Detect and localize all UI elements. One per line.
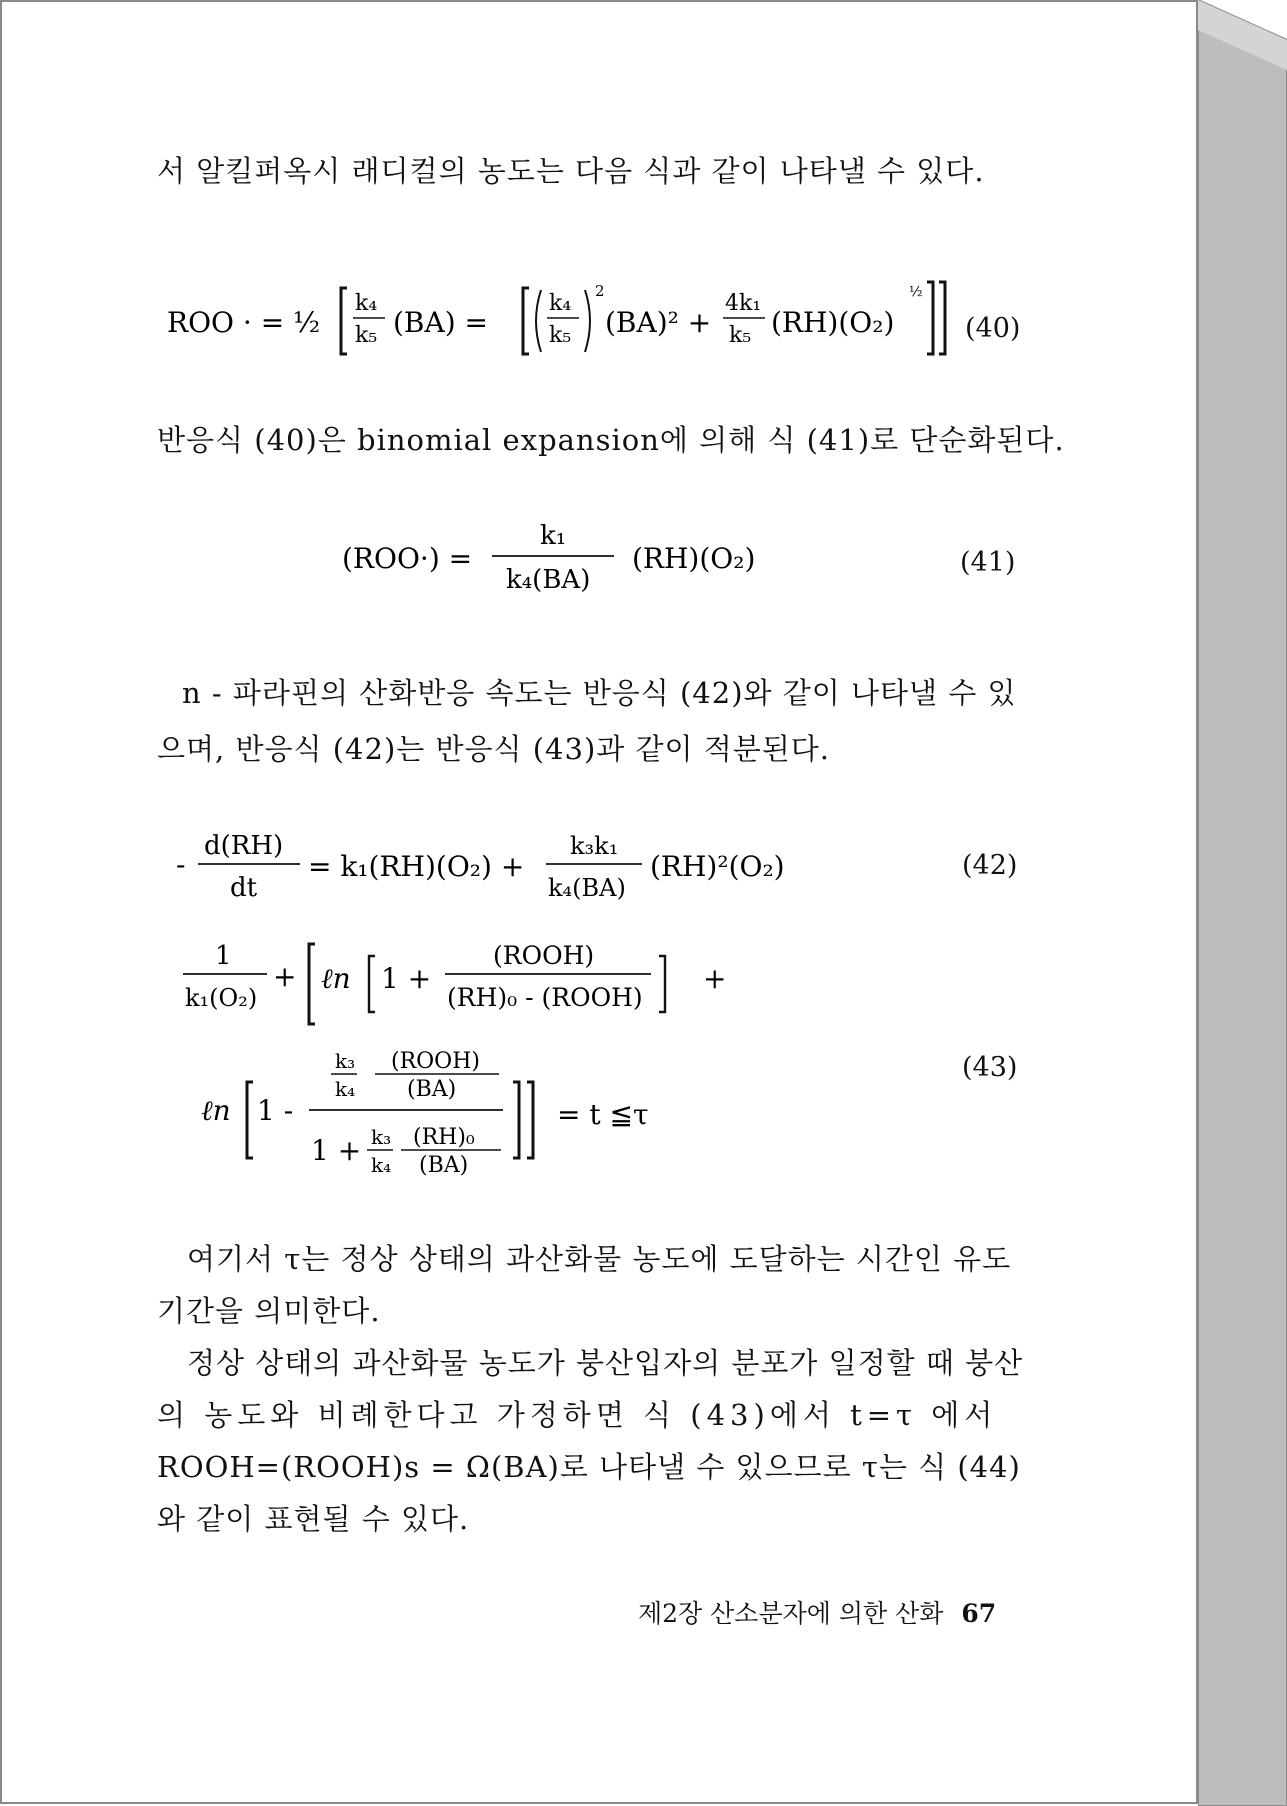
eq40-frac3-num: 4k₁ [725, 291, 762, 316]
eq43-plus: + [273, 960, 297, 993]
eq42-rhs: (RH)²(O₂) [650, 850, 785, 883]
paragraph-line: 여기서 τ는 정상 상태의 과산화물 농도에 도달하는 시간인 유도 [187, 1242, 1012, 1276]
eq41-den: k₄(BA) [506, 565, 591, 595]
eq43-rooh: (ROOH) [493, 941, 595, 970]
eq41-rhs: (RH)(O₂) [632, 542, 756, 575]
equation-40 [157, 274, 1027, 364]
eq40-exp-square: 2 [595, 282, 605, 300]
eq43-plus-end: + [703, 962, 727, 995]
eq43-ln2: ℓn [201, 1094, 231, 1127]
eq43-result: = t ≦τ [557, 1098, 649, 1131]
equation-43-line-2 [197, 1044, 697, 1194]
eq41-num: k₁ [540, 521, 567, 551]
paragraph-line: 기간을 의미한다. [157, 1294, 381, 1328]
eq43-ba-low: (BA) [419, 1153, 469, 1178]
eq40-frac1-den: k₅ [355, 323, 378, 348]
paragraph-line: 으며, 반응식 (42)는 반응식 (43)과 같이 적분된다. [157, 732, 831, 766]
eq40-ba: (BA) = [393, 306, 489, 339]
eq43-ba: (BA) [407, 1077, 457, 1102]
eq42-num2: k₃k₁ [570, 832, 619, 860]
eq40-lhs: ROO · = ½ [167, 306, 321, 339]
eq43-rh0: (RH)₀ [413, 1125, 475, 1150]
eq43-rooh2: (ROOH) [391, 1049, 480, 1074]
equation-number-40: (40) [965, 313, 1021, 344]
eq40-frac1-num: k₄ [355, 291, 378, 316]
eq43-k3-low: k₃ [371, 1125, 392, 1149]
eq43-k3: k₃ [335, 1049, 356, 1073]
eq42-minus: - [176, 848, 186, 881]
eq42-den: dt [230, 873, 258, 903]
eq43-k4-low: k₄ [371, 1153, 392, 1177]
eq40-exp-half: ½ [909, 284, 923, 300]
equation-41 [332, 514, 792, 604]
eq43-one-minus: 1 - [257, 1094, 294, 1127]
eq43-one-plus: 1 + [381, 962, 432, 995]
paragraph-line: 의 농도와 비례한다고 가정하면 식 (43)에서 t=τ 에서 [157, 1398, 998, 1432]
eq42-den2: k₄(BA) [548, 874, 626, 902]
eq40-ba2: (BA)² + [605, 306, 712, 339]
eq40-rest: (RH)(O₂) [771, 306, 895, 339]
paragraph-line: n - 파라핀의 산화반응 속도는 반응식 (42)와 같이 나타낼 수 있 [182, 676, 1017, 710]
paragraph-line: ROOH=(ROOH)s = Ω(BA)로 나타낼 수 있으므로 τ는 식 (44) [157, 1450, 1021, 1484]
eq43-den2: (RH)₀ - (ROOH) [447, 983, 643, 1012]
paragraph-line: 와 같이 표현될 수 있다. [157, 1502, 470, 1536]
book-edge [1198, 0, 1287, 1806]
eq40-frac3-den: k₅ [729, 323, 752, 348]
page-number: 67 [961, 1599, 997, 1628]
eq43-k4: k₄ [335, 1077, 356, 1101]
eq43-one-plus2: 1 + [311, 1134, 362, 1167]
equation-42 [162, 824, 822, 914]
paragraph-line: 서 알킬퍼옥시 래디컬의 농도는 다음 식과 같이 나타낼 수 있다. [157, 154, 985, 188]
eq42-mid: = k₁(RH)(O₂) + [308, 850, 525, 883]
eq43-one: 1 [215, 941, 232, 971]
eq40-frac2-den: k₅ [549, 323, 572, 348]
chapter-title: 제2장 산소분자에 의한 산화 [638, 1599, 944, 1628]
eq41-lhs: (ROO·) = [342, 542, 473, 575]
eq43-ln: ℓn [321, 962, 351, 995]
paragraph-line: 정상 상태의 과산화물 농도가 붕산입자의 분포가 일정할 때 붕산 [187, 1346, 1024, 1380]
paragraph-line: 반응식 (40)은 binomial expansion에 의해 식 (41)로 단순화된다. [157, 423, 1065, 457]
page-footer [638, 1594, 996, 1630]
equation-number-43: (43) [962, 1052, 1018, 1083]
equation-43-line-1 [177, 930, 737, 1030]
equation-number-42: (42) [962, 850, 1018, 881]
eq40-frac2-num: k₄ [549, 291, 572, 316]
eq42-num: d(RH) [204, 831, 284, 861]
eq43-den1: k₁(O₂) [185, 984, 258, 1012]
equation-number-41: (41) [960, 547, 1016, 578]
